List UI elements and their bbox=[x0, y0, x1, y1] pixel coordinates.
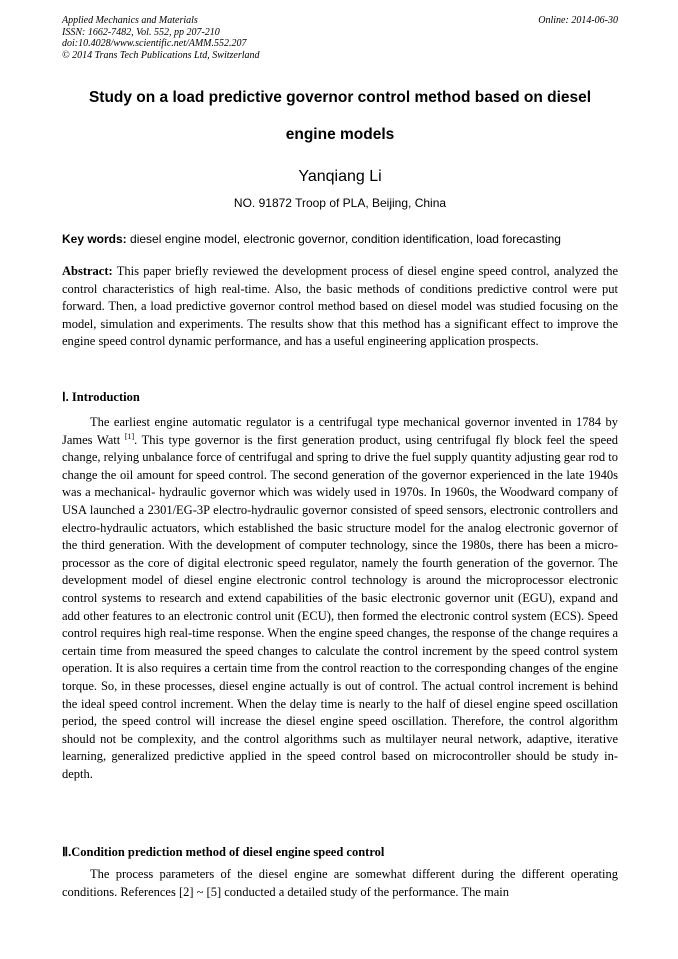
introduction-paragraph bbox=[62, 414, 618, 783]
journal-header bbox=[62, 15, 618, 61]
author-affiliation: NO. 91872 Troop of PLA, Beijing, China bbox=[233, 196, 447, 210]
citation-1: [1] bbox=[124, 431, 135, 441]
condition-prediction-paragraph: The process parameters of the diesel engine are somewhat different during the different operating conditions. References [2] ~ [5] conducted a detailed study of the performance. The main bbox=[62, 867, 618, 899]
intro-text-part2: . This type governor is the first generation product, using centrifugal fly block feel the speed change, relying unbalance force of centrifugal and spring to drive the fuel supply quantity adjusting gear rod to change the oil amount for speed control. The second generation of the governor experienced in the late 1940s was a mechanical- hydraulic governor which was widely used in 1970s. In 1960s, the Woodward company of USA launched a 2301/EG-3P electro-hydraulic governor consisted of speed sensors, electronic controllers and electro-hydraulic actuators, which established the basic structure model for the analog electronic governor of the third generation. With the development of computer technology, since the 1980s, there has been a micro- processor as the core of digital electronic speed regulator, namely the fourth generation of the governor. The development model of diesel engine electronic control technology is around the microprocessor electronic control systems to research and extend capabilities of the basic electronic governor unit (EGU), expand and add other features to an electronic control unit (ECU), then formed the electronic control system (ECS). Speed control requires high real-time response. When the engine speed changes, the response of the change requires a certain time from measured the speed changes to calculate the control increment by the speed control system operation. It is also requires a certain time from the control reaction to the corresponding changes of the engine torque. So, in these processes, diesel engine actually is out of control. The actual control increment is behind the ideal speed control increment. When the delay time is nearly to the half of diesel engine speed oscillation period, the speed control will increase the diesel engine speed oscillation. Therefore, the control algorithm should not be complexity, and the control algorithms such as multilayer neural network, adaptive, iterative learning, generalized predictive applied in the speed control based on microcontroller should be study in-depth. bbox=[62, 432, 618, 781]
copyright-line: © 2014 Trans Tech Publications Ltd, Switzerland bbox=[62, 49, 260, 61]
keywords bbox=[62, 232, 618, 246]
section-heading-condition-prediction: Ⅱ.Condition prediction method of diesel engine speed control bbox=[62, 845, 385, 859]
author-name: Yanqiang Li bbox=[298, 168, 382, 185]
keywords-label: Key words: bbox=[62, 232, 127, 246]
paper-title-line-2: engine models bbox=[285, 126, 395, 143]
journal-name: Applied Mechanics and Materials bbox=[62, 15, 198, 26]
paper-title-line-1: Study on a load predictive governor control method based on diesel bbox=[88, 89, 592, 106]
online-date: Online: 2014-06-30 bbox=[538, 15, 618, 26]
abstract-text: This paper briefly reviewed the development process of diesel engine speed control, analyzed the control characteristics of high real-time. Also, the basic methods of conditions predictive control were put forward. Then, a load predictive governor control method based on diesel model was studied focusing on the model, simulation and experiments. The results show that this method has a significant effect to improve the engine speed control dynamic performance, and has a useful engineering application prospects. bbox=[62, 264, 618, 349]
keywords-text: diesel engine model, electronic governor, condition identification, load forecasting bbox=[126, 232, 561, 246]
issn-line: ISSN: 1662-7482, Vol. 552, pp 207-210 bbox=[62, 26, 220, 38]
intro-text-part1: The earliest engine automatic regulator is a centrifugal type mechanical governor invented in 1784 by James Watt bbox=[62, 415, 618, 447]
abstract bbox=[62, 263, 618, 351]
abstract-label: Abstract: bbox=[62, 264, 113, 278]
doi-line: doi:10.4028/www.scientific.net/AMM.552.207 bbox=[62, 38, 247, 49]
section-heading-introduction: Ⅰ. Introduction bbox=[62, 390, 140, 404]
